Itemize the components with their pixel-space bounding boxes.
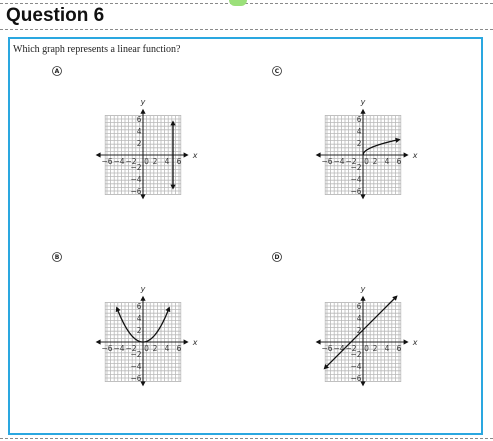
x-tick-label: 4 — [384, 157, 390, 166]
y-axis-label: y — [360, 97, 366, 107]
x-tick-label: 6 — [176, 344, 182, 353]
x-tick-label: 4 — [164, 157, 170, 166]
y-tick-label: −2 — [350, 163, 362, 172]
y-axis-arrow-up — [140, 109, 145, 114]
option-letter: D — [274, 254, 280, 262]
x-axis-arrow-right — [404, 152, 409, 157]
y-tick-label: −2 — [130, 350, 142, 359]
page-title: Question 6 — [6, 5, 105, 26]
x-axis-arrow-left — [316, 339, 321, 344]
y-tick-label: 6 — [136, 115, 142, 124]
y-tick-label: −4 — [350, 362, 362, 371]
y-tick-label: −2 — [130, 163, 142, 172]
x-tick-label: 0 — [364, 157, 369, 166]
y-tick-label: −6 — [130, 187, 142, 196]
x-axis-arrow-left — [96, 339, 101, 344]
x-tick-label: −4 — [113, 344, 125, 353]
y-tick-label: −6 — [350, 374, 362, 383]
y-tick-label: −4 — [350, 175, 362, 184]
y-tick-label: 2 — [136, 326, 142, 335]
x-tick-label: 2 — [372, 344, 378, 353]
x-tick-label: −4 — [333, 344, 345, 353]
y-tick-label: 4 — [136, 314, 142, 323]
y-tick-label: 4 — [356, 127, 362, 136]
y-axis-arrow-up — [360, 109, 365, 114]
x-tick-label: 0 — [144, 344, 149, 353]
option-graph-d[interactable] — [273, 253, 418, 387]
option-graph-b[interactable] — [53, 253, 198, 387]
x-tick-label: −4 — [113, 157, 125, 166]
y-axis-label: y — [140, 284, 146, 294]
question-prompt: Which graph represents a linear function? — [13, 44, 181, 55]
x-tick-label: 2 — [372, 157, 378, 166]
x-axis-arrow-right — [184, 152, 189, 157]
y-tick-label: −4 — [130, 175, 142, 184]
x-axis-label: x — [412, 338, 418, 347]
y-tick-label: 4 — [356, 314, 362, 323]
x-tick-label: 2 — [152, 157, 158, 166]
x-tick-label: −2 — [125, 157, 137, 166]
y-tick-label: −6 — [130, 374, 142, 383]
x-tick-label: 0 — [144, 157, 149, 166]
y-tick-label: 6 — [136, 302, 142, 311]
x-tick-label: −6 — [101, 344, 113, 353]
y-axis-label: y — [360, 284, 366, 294]
x-tick-label: −6 — [101, 157, 113, 166]
y-tick-label: 4 — [136, 127, 142, 136]
y-tick-label: −4 — [130, 362, 142, 371]
option-graph-a[interactable] — [53, 67, 198, 200]
y-axis-arrow-up — [140, 296, 145, 301]
y-tick-label: −2 — [350, 350, 362, 359]
x-axis-label: x — [412, 151, 418, 160]
x-tick-label: 4 — [384, 344, 390, 353]
x-tick-label: −4 — [333, 157, 345, 166]
option-letter: A — [54, 68, 60, 76]
y-tick-label: 6 — [356, 115, 362, 124]
y-axis-label: y — [140, 97, 146, 107]
x-axis-label: x — [192, 338, 198, 347]
option-letter: C — [274, 68, 280, 76]
x-tick-label: −6 — [321, 157, 333, 166]
y-tick-label: 2 — [356, 139, 362, 148]
x-axis-arrow-right — [404, 339, 409, 344]
x-tick-label: −2 — [345, 344, 357, 353]
x-tick-label: 6 — [396, 157, 402, 166]
y-tick-label: −6 — [350, 187, 362, 196]
x-tick-label: 2 — [152, 344, 158, 353]
option-letter: B — [54, 254, 60, 262]
x-tick-label: −2 — [345, 157, 357, 166]
x-tick-label: 6 — [396, 344, 402, 353]
x-tick-label: 0 — [364, 344, 369, 353]
x-axis-arrow-right — [184, 339, 189, 344]
x-tick-label: −6 — [321, 344, 333, 353]
y-tick-label: 2 — [356, 326, 362, 335]
x-axis-label: x — [192, 151, 198, 160]
bottom-divider — [0, 438, 493, 439]
x-axis-arrow-left — [316, 152, 321, 157]
x-tick-label: 6 — [176, 157, 182, 166]
x-tick-label: 4 — [164, 344, 170, 353]
x-axis-arrow-left — [96, 152, 101, 157]
x-tick-label: −2 — [125, 344, 137, 353]
option-graph-c[interactable] — [273, 67, 418, 200]
y-tick-label: 6 — [356, 302, 362, 311]
y-axis-arrow-up — [360, 296, 365, 301]
y-tick-label: 2 — [136, 139, 142, 148]
